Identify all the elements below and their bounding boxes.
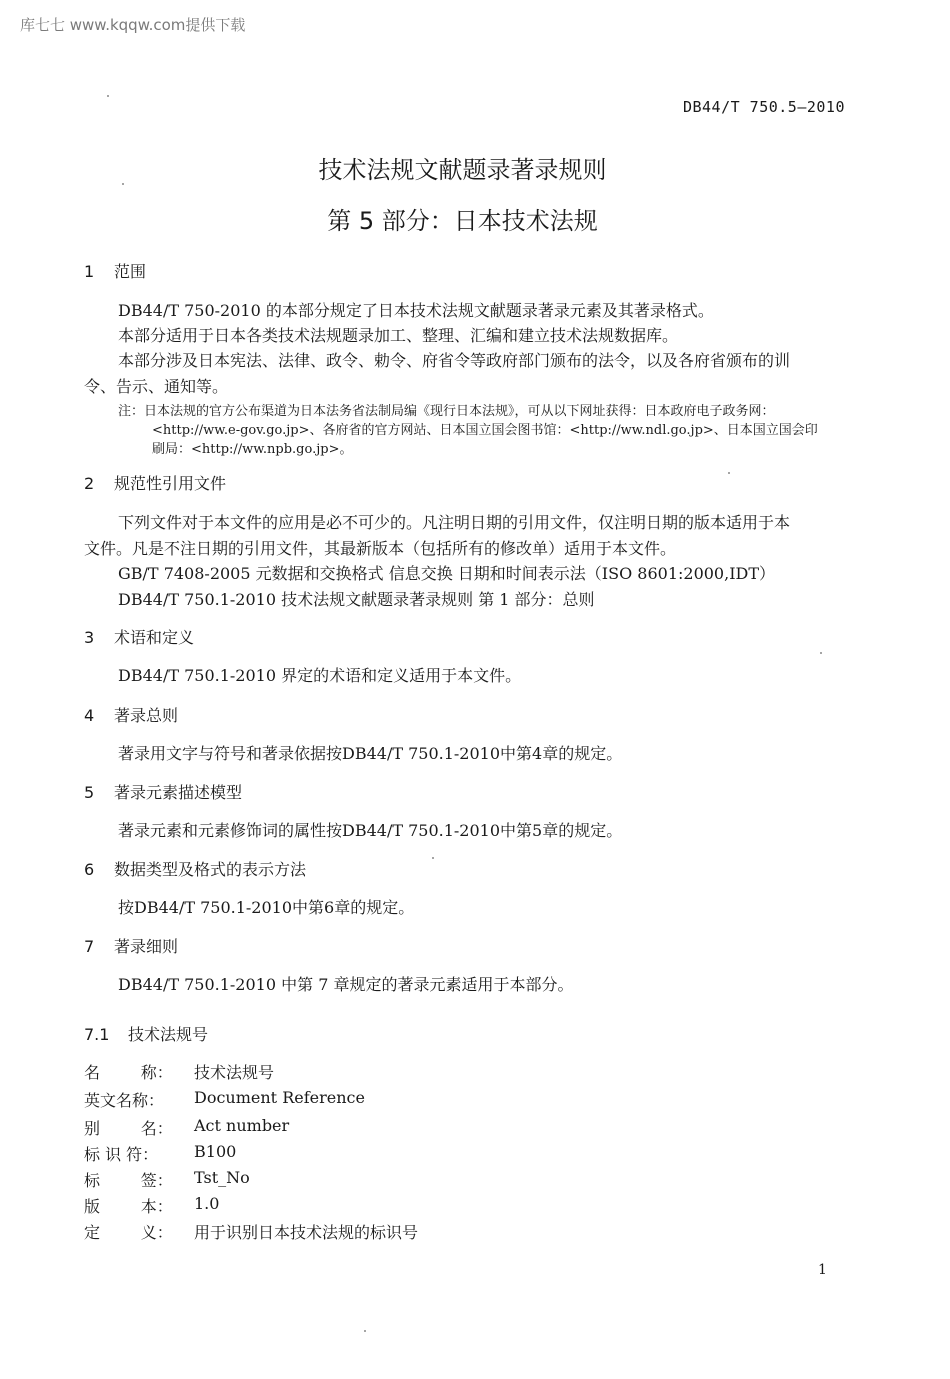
section-title: 著录元素描述模型 xyxy=(114,783,243,802)
paragraph-continuation: 令、告示、通知等。 xyxy=(84,377,229,396)
attribute-value: Document Reference xyxy=(194,1088,365,1107)
section-number: 6 xyxy=(84,860,95,879)
section-title: 规范性引用文件 xyxy=(114,474,227,493)
subsection-heading-7-1 xyxy=(84,1022,208,1045)
section-title: 范围 xyxy=(114,262,147,281)
scan-speck xyxy=(364,1330,366,1332)
attribute-label: 名 称： xyxy=(84,1063,173,1082)
normative-reference: DB44/T 750.1-2010 技术法规文献题录著录规则 第 1 部分：总则 xyxy=(118,590,595,609)
attribute-value: 1.0 xyxy=(194,1194,220,1213)
section-number: 7 xyxy=(84,937,95,956)
note-continuation: <http://ww.e-gov.go.jp>、各府省的官方网站、日本国立国会图书馆：<http://ww.ndl.go.jp>、日本国立国会印 xyxy=(152,423,818,438)
attribute-label: 版 本： xyxy=(84,1197,173,1216)
section-number: 1 xyxy=(84,262,95,281)
paragraph: DB44/T 750.1-2010 中第 7 章规定的著录元素适用于本部分。 xyxy=(118,975,574,994)
paragraph: 本部分涉及日本宪法、法律、政令、勅令、府省令等政府部门颁布的法令，以及各府省颁布的训 xyxy=(118,351,791,370)
section-heading-6 xyxy=(84,857,306,880)
section-number: 4 xyxy=(84,706,95,725)
attribute-label: 别 名： xyxy=(84,1119,173,1138)
scan-speck xyxy=(820,652,822,654)
section-heading-7 xyxy=(84,934,178,957)
watermark: 库七七 www.kqqw.com提供下载 xyxy=(20,16,246,34)
attribute-value: B100 xyxy=(194,1142,237,1161)
note-continuation: 刷局：<http://ww.npb.go.jp>。 xyxy=(152,442,353,457)
attribute-value: Act number xyxy=(194,1116,290,1135)
section-title: 数据类型及格式的表示方法 xyxy=(114,860,307,879)
document-title: 技术法规文献题录著录规则 xyxy=(318,156,607,184)
section-title: 技术法规号 xyxy=(128,1025,209,1044)
scan-speck xyxy=(107,95,109,97)
section-heading-1 xyxy=(84,259,146,282)
attribute-label: 英文名称： xyxy=(84,1091,165,1110)
normative-reference: GB/T 7408-2005 元数据和交换格式 信息交换 日期和时间表示法（ISO 8601:2000,IDT） xyxy=(118,564,776,583)
section-heading-2 xyxy=(84,471,226,494)
section-heading-5 xyxy=(84,780,242,803)
section-number: 2 xyxy=(84,474,95,493)
attribute-label: 标 签： xyxy=(84,1171,173,1190)
section-number: 7.1 xyxy=(84,1025,110,1044)
page-number: 1 xyxy=(818,1262,827,1278)
paragraph-continuation: 文件。凡是不注日期的引用文件，其最新版本（包括所有的修改单）适用于本文件。 xyxy=(84,539,677,558)
paragraph: 著录元素和元素修饰词的属性按DB44/T 750.1-2010中第5章的规定。 xyxy=(118,821,623,840)
attribute-label: 标 识 符： xyxy=(84,1145,159,1164)
scan-speck xyxy=(728,472,730,474)
scan-speck xyxy=(122,183,124,185)
attribute-label: 定 义： xyxy=(84,1223,173,1242)
attribute-value: 技术法规号 xyxy=(194,1063,275,1082)
section-title: 术语和定义 xyxy=(114,628,195,647)
section-heading-3 xyxy=(84,625,194,648)
attribute-value: Tst_No xyxy=(194,1168,250,1187)
section-title: 著录总则 xyxy=(114,706,179,725)
section-number: 5 xyxy=(84,783,95,802)
section-heading-4 xyxy=(84,703,178,726)
note: 注：日本法规的官方公布渠道为日本法务省法制局编《现行日本法规》，可从以下网址获得：日本政府电子政务网： xyxy=(118,404,775,419)
section-number: 3 xyxy=(84,628,95,647)
section-title: 著录细则 xyxy=(114,937,179,956)
paragraph: 下列文件对于本文件的应用是必不可少的。凡注明日期的引用文件，仅注明日期的版本适用于本 xyxy=(118,513,791,532)
standard-number: DB44/T 750.5—2010 xyxy=(682,98,845,116)
document-subtitle: 第 5 部分：日本技术法规 xyxy=(327,207,598,235)
paragraph: 本部分适用于日本各类技术法规题录加工、整理、汇编和建立技术法规数据库。 xyxy=(118,326,679,345)
attribute-value: 用于识别日本技术法规的标识号 xyxy=(194,1223,419,1242)
paragraph: DB44/T 750.1-2010 界定的术语和定义适用于本文件。 xyxy=(118,666,522,685)
scan-speck xyxy=(432,857,434,859)
paragraph: 著录用文字与符号和著录依据按DB44/T 750.1-2010中第4章的规定。 xyxy=(118,744,623,763)
paragraph: DB44/T 750-2010 的本部分规定了日本技术法规文献题录著录元素及其著录格式。 xyxy=(118,301,714,320)
paragraph: 按DB44/T 750.1-2010中第6章的规定。 xyxy=(118,898,415,917)
